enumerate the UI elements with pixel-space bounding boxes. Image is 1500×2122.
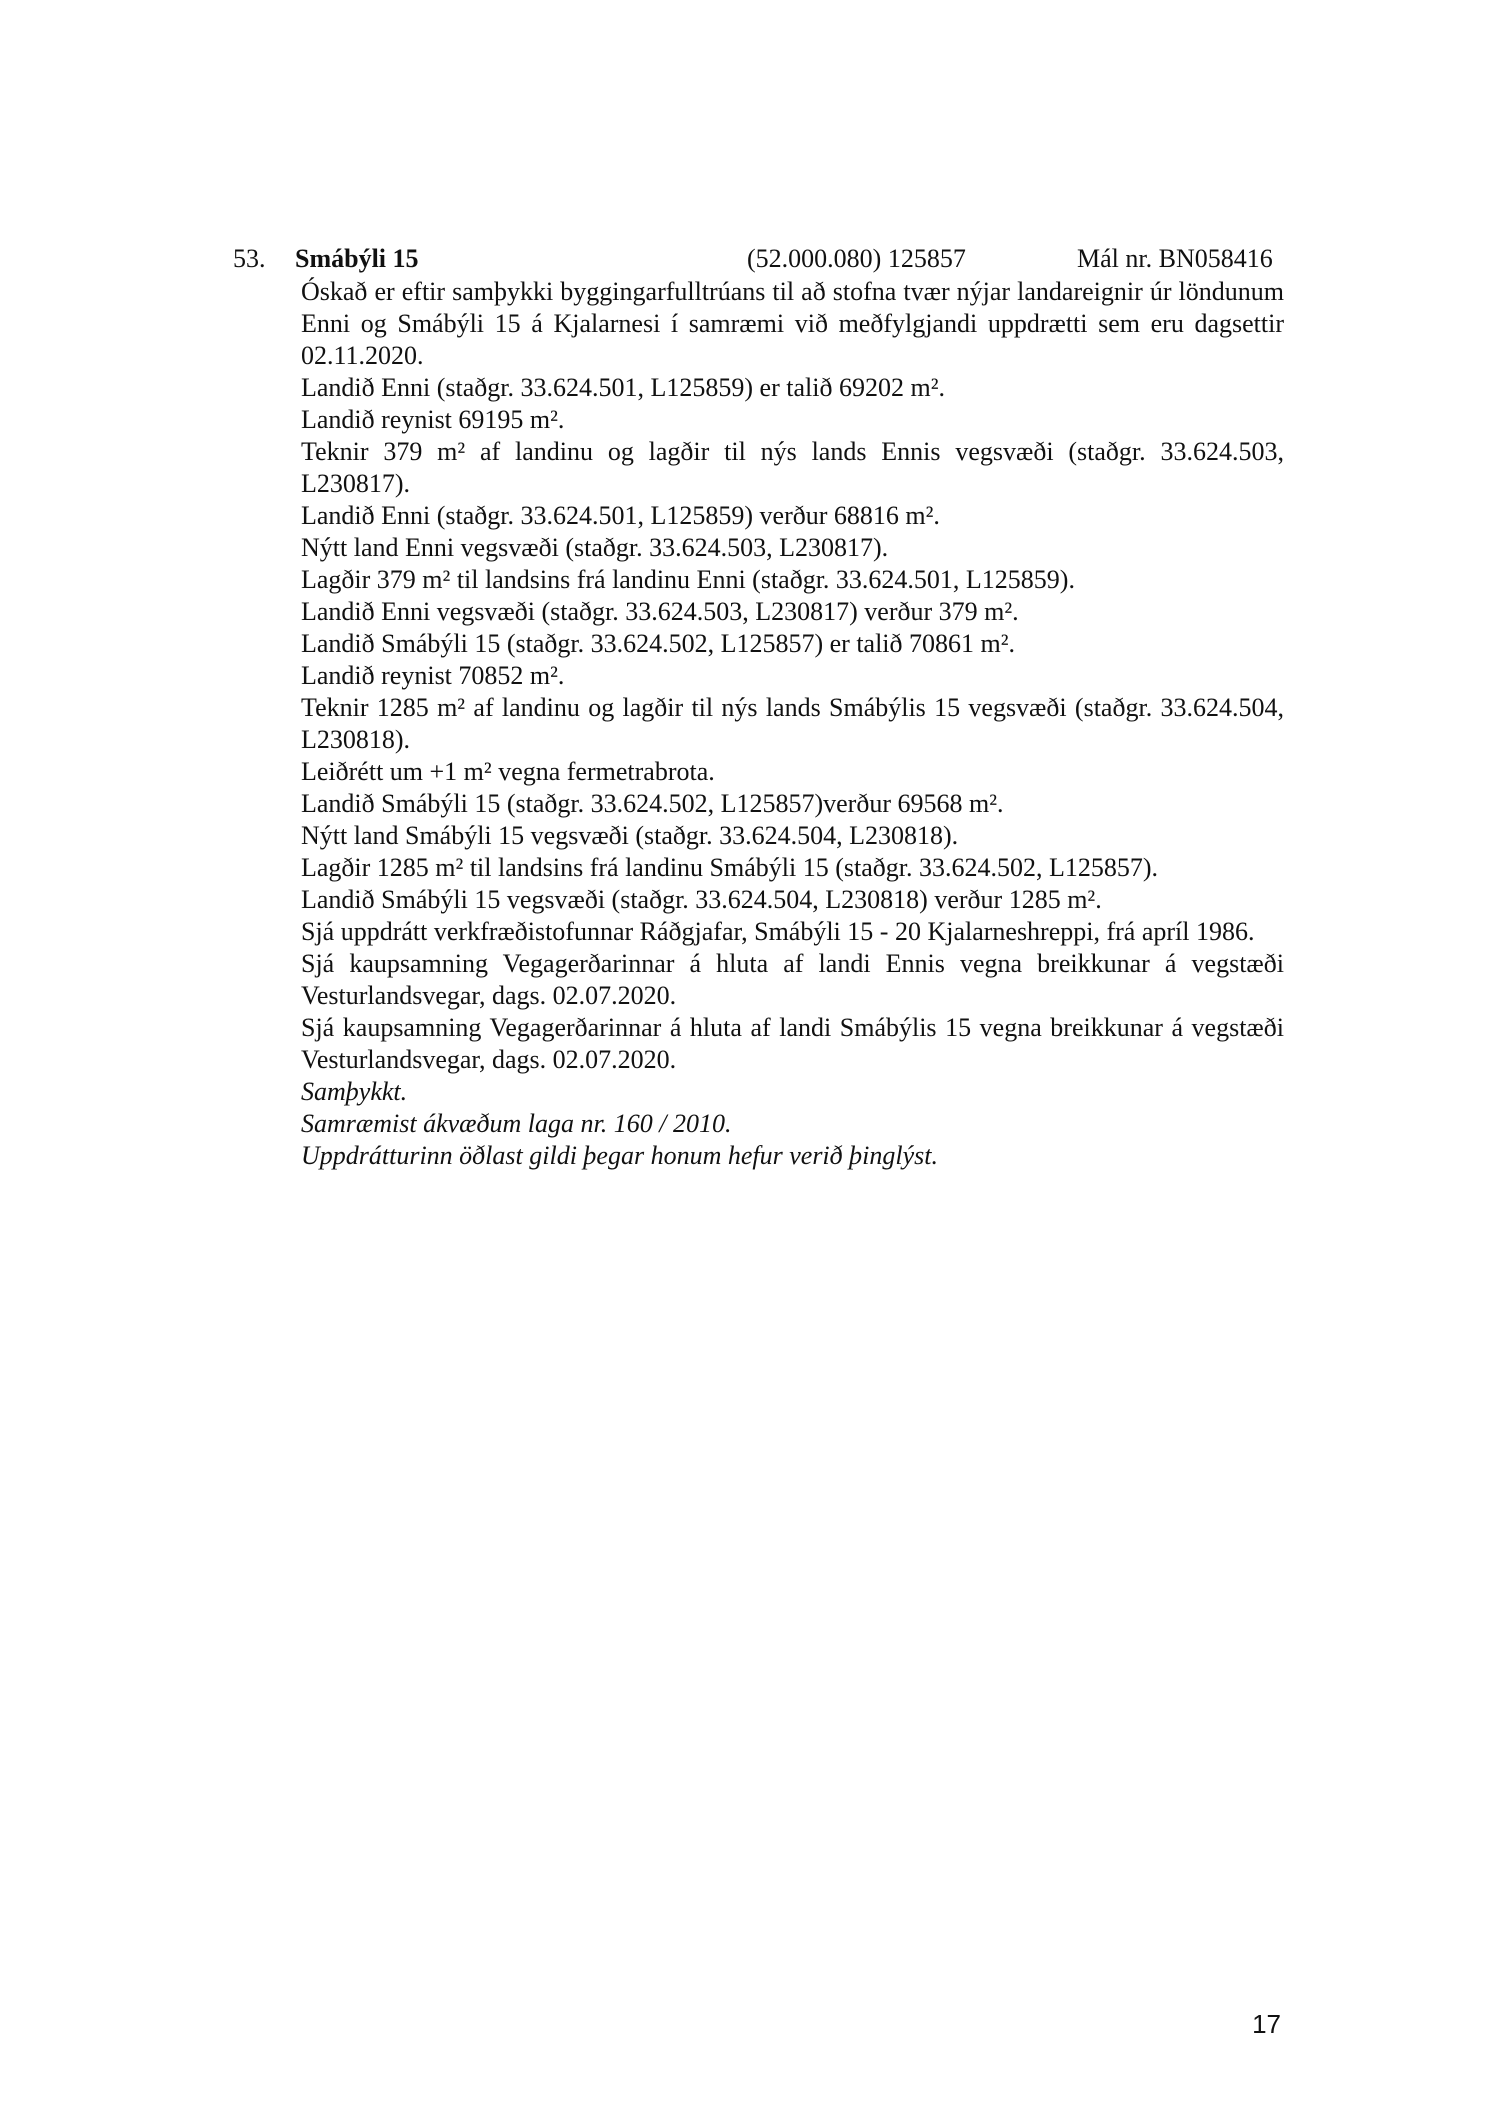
entry-header [233, 242, 1283, 276]
entry-title: Smábýli 15 [295, 244, 419, 273]
land-line: Landið Smábýli 15 vegsvæði (staðgr. 33.624.504, L230818) verður 1285 m². [301, 885, 1102, 914]
reference-line: Sjá kaupsamning Vegagerðarinnar á hluta af landi Ennis vegna breikkunar á vegstæði Vesturlandsvegar, dags. 02.07.2020. [301, 949, 1284, 1010]
land-line: Nýtt land Smábýli 15 vegsvæði (staðgr. 33.624.504, L230818). [301, 821, 959, 850]
decision-registration-note: Uppdrátturinn öðlast gildi þegar honum hefur verið þinglýst. [301, 1141, 938, 1170]
case-number: Mál nr. BN058416 [1077, 244, 1273, 273]
page-number: 17 [1252, 2009, 1281, 2039]
decision-approved: Samþykkt. [301, 1077, 408, 1106]
land-line: Landið Enni (staðgr. 33.624.501, L125859) verður 68816 m². [301, 501, 940, 530]
land-line: Landið Smábýli 15 (staðgr. 33.624.502, L125857)verður 69568 m². [301, 789, 1004, 818]
reference-line: Sjá kaupsamning Vegagerðarinnar á hluta af landi Smábýlis 15 vegna breikkunar á vegstæði Vesturlandsvegar, dags. 02.07.2020. [301, 1013, 1284, 1074]
land-line: Nýtt land Enni vegsvæði (staðgr. 33.624.503, L230817). [301, 533, 889, 562]
land-line: Lagðir 379 m² til landsins frá landinu Enni (staðgr. 33.624.501, L125859). [301, 565, 1075, 594]
land-line: Landið Enni vegsvæði (staðgr. 33.624.503, L230817) verður 379 m². [301, 597, 1019, 626]
decision-law-note: Samræmist ákvæðum laga nr. 160 / 2010. [301, 1109, 732, 1138]
land-line: Landið Smábýli 15 (staðgr. 33.624.502, L125857) er talið 70861 m². [301, 629, 1016, 658]
land-line: Leiðrétt um +1 m² vegna fermetrabrota. [301, 757, 715, 786]
land-line: Teknir 1285 m² af landinu og lagðir til nýs lands Smábýlis 15 vegsvæði (staðgr. 33.624.504, L230818). [301, 693, 1284, 754]
land-line: Landið reynist 70852 m². [301, 661, 565, 690]
property-ids: (52.000.080) 125857 [747, 244, 966, 273]
land-line: Lagðir 1285 m² til landsins frá landinu Smábýli 15 (staðgr. 33.624.502, L125857). [301, 853, 1159, 882]
reference-line: Sjá uppdrátt verkfræðistofunnar Ráðgjafar, Smábýli 15 - 20 Kjalarneshreppi, frá apríl 1986. [301, 917, 1255, 946]
land-line: Landið reynist 69195 m². [301, 405, 565, 434]
land-line: Landið Enni (staðgr. 33.624.501, L125859) er talið 69202 m². [301, 373, 945, 402]
entry-number: 53. [233, 244, 266, 273]
entry-body [301, 276, 1284, 1172]
land-line: Teknir 379 m² af landinu og lagðir til nýs lands Ennis vegsvæði (staðgr. 33.624.503, L230817). [301, 437, 1284, 498]
request-paragraph: Óskað er eftir samþykki byggingarfulltrúans til að stofna tvær nýjar landareignir úr löndunum Enni og Smábýli 15 á Kjalarnesi í samræmi við meðfylgjandi uppdrætti sem eru dagsettir 02.11.2020. [301, 277, 1284, 370]
